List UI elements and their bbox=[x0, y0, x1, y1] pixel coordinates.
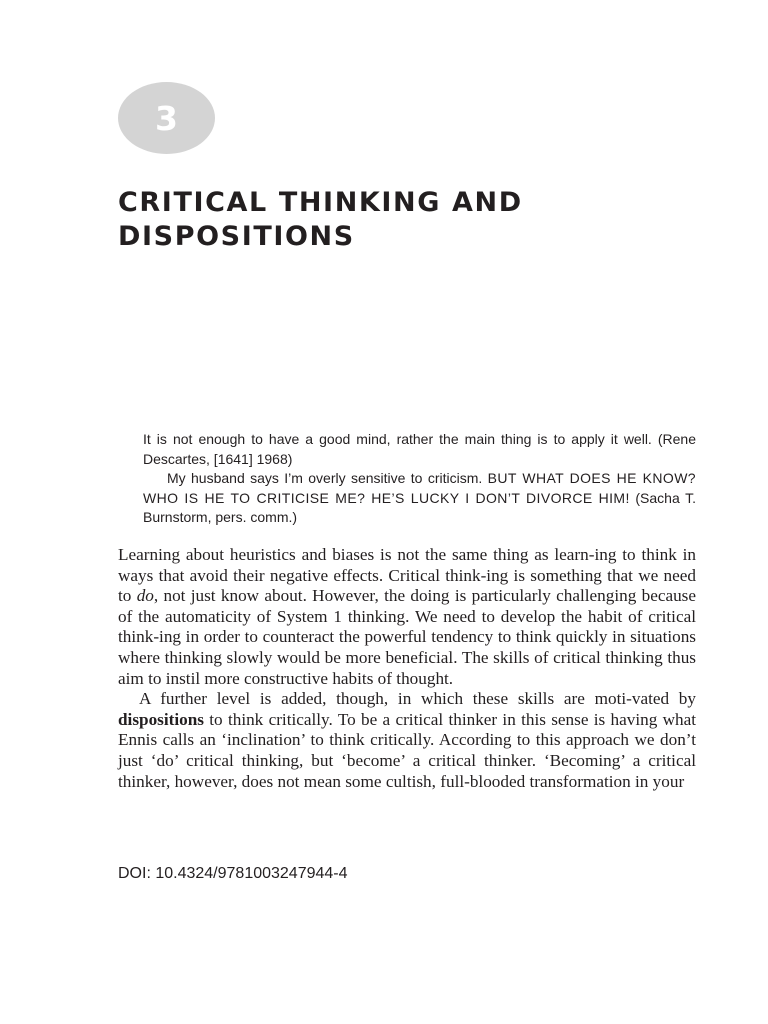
paragraph-1-part-a: Learning about heuristics and biases is not the same thing as learn‑ing to think in ways that avoid their negative effects. Critical think‑ing is something that we need to bbox=[118, 545, 696, 606]
chapter-title-line-1: CRITICAL THINKING AND bbox=[118, 187, 523, 218]
chapter-title bbox=[118, 186, 678, 254]
keyword-dispositions: dispositions bbox=[118, 709, 204, 729]
paragraph-1 bbox=[118, 545, 696, 689]
paragraph-2-part-b: to think critically. To be a critical thinker in this sense is having what Ennis calls an ‘inclination’ to think critically. According to this approach we don’t just ‘do’ critical thinking, but ‘become’ a critical thinker. ‘Becoming’ a critical thinker, however, does not mean some cultish, full-blooded transformation in your bbox=[118, 709, 696, 791]
epigraph-burnstorm-lead: My husband says I’m overly sensitive to criticism. bbox=[167, 470, 488, 486]
epigraph-burnstorm-caps: BUT WHAT DOES HE KNOW? WHO IS HE TO CRITICISE ME? HE’S LUCKY I DON’T DIVORCE HIM! bbox=[143, 470, 696, 506]
epigraph-descartes: It is not enough to have a good mind, rather the main thing is to apply it well. (Rene Descartes, [1641] 1968) bbox=[143, 431, 696, 467]
doi-reference: DOI: 10.4324/9781003247944-4 bbox=[118, 865, 348, 882]
epigraphs bbox=[143, 430, 696, 528]
chapter-number-badge bbox=[118, 82, 215, 154]
body-text bbox=[118, 545, 696, 792]
chapter-number: 3 bbox=[155, 98, 178, 138]
epigraph-burnstorm-attribution: (Sacha T. Burnstorm, pers. comm.) bbox=[143, 489, 696, 525]
paragraph-2-part-a: A further level is added, though, in which these skills are moti‑vated by bbox=[139, 689, 696, 709]
paragraph-1-part-b: , not just know about. However, the doing is particularly challenging because of the automaticity of System 1 thinking. We need to develop the habit of critical think‑ing in order to counteract the powerful tendency to think quickly in situations where thinking slowly would be more beneficial. The skills of critical thinking thus aim to instil more constructive habits of thought. bbox=[118, 586, 696, 688]
paragraph-2 bbox=[118, 689, 696, 792]
paragraph-1-emphasis: do bbox=[136, 586, 154, 606]
epigraph-burnstorm bbox=[143, 469, 696, 528]
chapter-title-line-2: DISPOSITIONS bbox=[118, 221, 355, 252]
